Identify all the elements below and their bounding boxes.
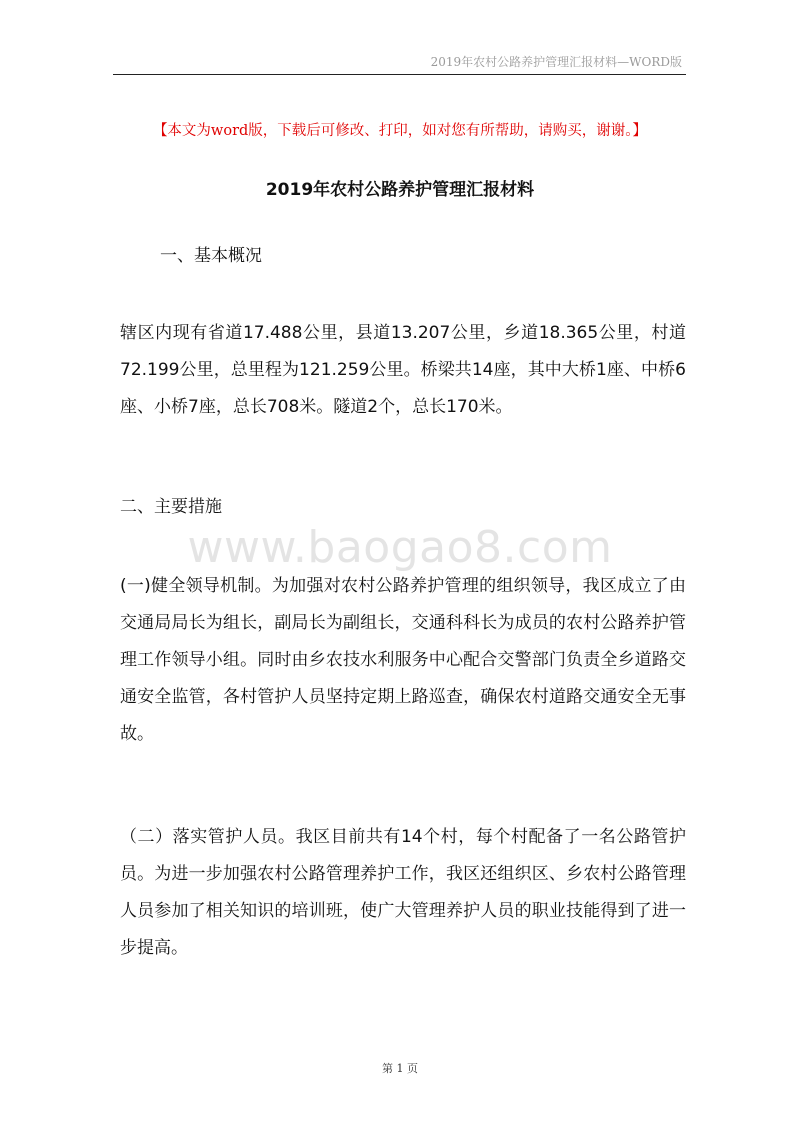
running-title: 2019年农村公路养护管理汇报材料—WORD版 xyxy=(430,55,682,69)
watermark: www.baogao8.com xyxy=(187,522,613,573)
section-heading-overview: 一、基本概况 xyxy=(160,246,262,266)
header-divider xyxy=(113,74,686,75)
measure-1-paragraph: (一)健全领导机制。为加强对农村公路养护管理的组织领导，我区成立了由交通局局长为组长，副局长为副组长，交通科科长为成员的农村公路养护管理工作领导小组。同时由乡农技水利服务中心配合交警部门负责全乡道路交通安全监管，各村管护人员坚持定期上路巡查，确保农村道路交通安全无事故。 xyxy=(120,576,686,744)
page-number: 第 1 页 xyxy=(382,1062,418,1075)
purchase-notice: 【本文为word版，下载后可修改、打印，如对您有所帮助，请购买，谢谢。】 xyxy=(152,123,648,139)
section-heading-measures: 二、主要措施 xyxy=(120,497,222,517)
measure-2-paragraph: （二）落实管护人员。我区目前共有14个村，每个村配备了一名公路管护员。为进一步加强农村公路管理养护工作，我区还组织区、乡农村公路管理人员参加了相关知识的培训班，使广大管理养护人员的职业技能得到了进一步提高。 xyxy=(120,827,686,958)
document-title: 2019年农村公路养护管理汇报材料 xyxy=(265,180,535,200)
overview-paragraph: 辖区内现有省道17.488公里，县道13.207公里，乡道18.365公里，村道72.199公里，总里程为121.259公里。桥梁共14座，其中大桥1座、中桥6座、小桥7座，总长708米。隧道2个，总长170米。 xyxy=(120,323,686,417)
